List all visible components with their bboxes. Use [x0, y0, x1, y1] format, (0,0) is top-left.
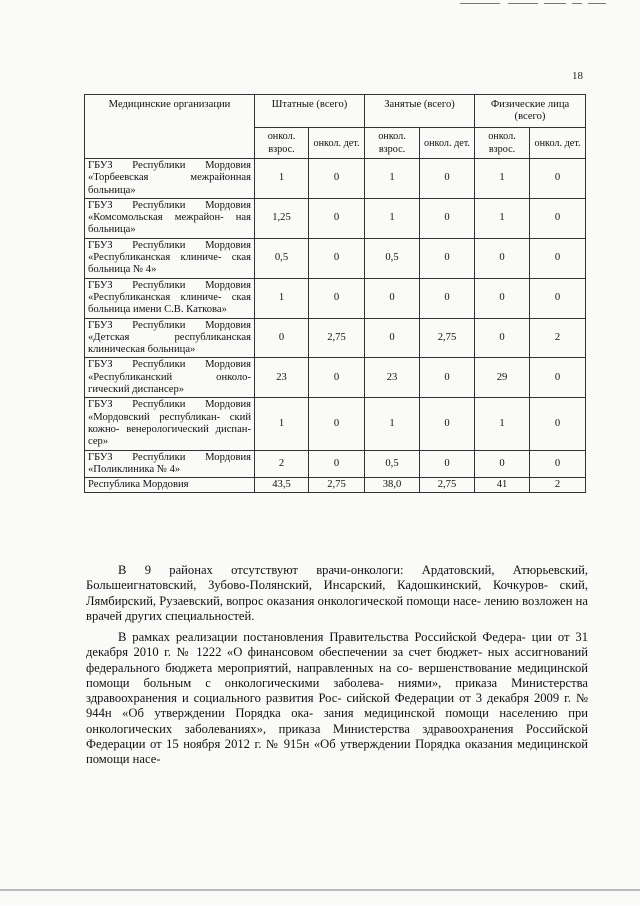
cell-value: 0: [420, 278, 475, 318]
cell-value: 0: [530, 278, 586, 318]
cell-value: 43,5: [255, 478, 309, 493]
header-subcol: онкол. дет.: [530, 128, 586, 159]
cell-value: 1,25: [255, 198, 309, 238]
cell-value: 0: [530, 358, 586, 398]
org-name: ГБУЗ Республики Мордовия «Мордовский республикан- ский кожно- венерологический диспан- сер»: [85, 398, 255, 450]
org-name: ГБУЗ Республики Мордовия «Комсомольская межрайон- ная больница»: [85, 198, 255, 238]
cell-value: 1: [255, 278, 309, 318]
cell-value: 0: [530, 159, 586, 199]
cell-value: 1: [475, 398, 530, 450]
cell-value: 0: [365, 318, 420, 358]
table-row: [85, 159, 586, 199]
scan-artifact: [460, 3, 610, 7]
cell-value: 1: [475, 159, 530, 199]
cell-value: 2,75: [420, 478, 475, 493]
header-group-persons: Физические лица (всего): [475, 95, 586, 128]
table-row: [85, 278, 586, 318]
cell-value: 0: [420, 398, 475, 450]
cell-value: 1: [365, 398, 420, 450]
cell-value: 0,5: [365, 238, 420, 278]
cell-value: 2: [530, 478, 586, 493]
org-name: ГБУЗ Республики Мордовия «Республиканский онколо- гический диспансер»: [85, 358, 255, 398]
body-paragraph: В 9 районах отсутствуют врачи-онкологи: Ардатовский, Атюрьевский, Большеигнатовский, Зубово-Полянский, Инсарский, Кадошкинский, Кочкуров- ский, Лямбирский, Рузаевский, вопрос оказания онкологической помощи насе- лению возложен на врачей других специальностей.: [86, 563, 588, 623]
cell-value: 2,75: [309, 318, 365, 358]
cell-value: 1: [475, 198, 530, 238]
header-org: Медицинские организации: [85, 95, 255, 159]
cell-value: 0: [420, 198, 475, 238]
cell-value: 29: [475, 358, 530, 398]
cell-value: 0: [475, 318, 530, 358]
header-group-staff: Штатные (всего): [255, 95, 365, 128]
oncology-staff-table: [84, 94, 586, 493]
org-name: ГБУЗ Республики Мордовия «Детская республиканская клиническая больница»: [85, 318, 255, 358]
page-number: 18: [572, 70, 583, 82]
org-name: ГБУЗ Республики Мордовия «Торбеевская межрайонная больница»: [85, 159, 255, 199]
table-row: [85, 358, 586, 398]
cell-value: 0: [255, 318, 309, 358]
org-name: Республика Мордовия: [85, 478, 255, 493]
cell-value: 1: [365, 159, 420, 199]
header-group-occupied: Занятые (всего): [365, 95, 475, 128]
cell-value: 0: [530, 238, 586, 278]
cell-value: 0: [475, 238, 530, 278]
cell-value: 41: [475, 478, 530, 493]
cell-value: 38,0: [365, 478, 420, 493]
cell-value: 0: [475, 450, 530, 478]
cell-value: 0: [309, 358, 365, 398]
cell-value: 1: [255, 398, 309, 450]
cell-value: 2: [255, 450, 309, 478]
table-row: [85, 450, 586, 478]
table-row: [85, 198, 586, 238]
cell-value: 23: [255, 358, 309, 398]
org-name: ГБУЗ Республики Мордовия «Поликлиника № 4»: [85, 450, 255, 478]
table-row: [85, 238, 586, 278]
cell-value: 0: [309, 398, 365, 450]
cell-value: 23: [365, 358, 420, 398]
header-subcol: онкол. взрос.: [475, 128, 530, 159]
cell-value: 1: [255, 159, 309, 199]
cell-value: 2,75: [309, 478, 365, 493]
cell-value: 0: [420, 159, 475, 199]
body-paragraph: В рамках реализации постановления Правительства Российской Федера- ции от 31 декабря 2010 г. № 1222 «О финансовом обеспечении за счет бюджет- ных ассигнований федерального бюджета мероприятий, направленных на со- вершенствование медицинской помощи больным с онкологическими заболева- ниями», приказа Министерства здравоохранения и социального развития Рос- сийской Федерации от 3 декабря 2009 г. № 944н «Об утверждении Порядка ока- зания медицинской помощи населению при онкологических заболеваниях», приказа Министерства здравоохранения Российской Федерации от 15 ноября 2012 г. № 915н «Об утверждении Порядка оказания медицинской помощи насе-: [86, 630, 588, 767]
header-subcol: онкол. дет.: [420, 128, 475, 159]
cell-value: 2: [530, 318, 586, 358]
cell-value: 0: [309, 450, 365, 478]
cell-value: 2,75: [420, 318, 475, 358]
cell-value: 0: [309, 198, 365, 238]
cell-value: 0: [420, 450, 475, 478]
cell-value: 0: [530, 398, 586, 450]
cell-value: 0: [309, 238, 365, 278]
header-subcol: онкол. взрос.: [255, 128, 309, 159]
cell-value: 0: [309, 278, 365, 318]
cell-value: 0,5: [255, 238, 309, 278]
cell-value: 0: [309, 159, 365, 199]
org-name: ГБУЗ Республики Мордовия «Республиканская клиниче- ская больница № 4»: [85, 238, 255, 278]
scan-edge: [0, 889, 640, 891]
table-row: [85, 318, 586, 358]
cell-value: 0,5: [365, 450, 420, 478]
cell-value: 0: [420, 358, 475, 398]
cell-value: 0: [530, 450, 586, 478]
table-row: [85, 398, 586, 450]
cell-value: 1: [365, 198, 420, 238]
cell-value: 0: [530, 198, 586, 238]
org-name: ГБУЗ Республики Мордовия «Республиканская клиниче- ская больница имени С.В. Каткова»: [85, 278, 255, 318]
cell-value: 0: [365, 278, 420, 318]
header-subcol: онкол. дет.: [309, 128, 365, 159]
header-subcol: онкол. взрос.: [365, 128, 420, 159]
table-total-row: [85, 478, 586, 493]
cell-value: 0: [475, 278, 530, 318]
cell-value: 0: [420, 238, 475, 278]
